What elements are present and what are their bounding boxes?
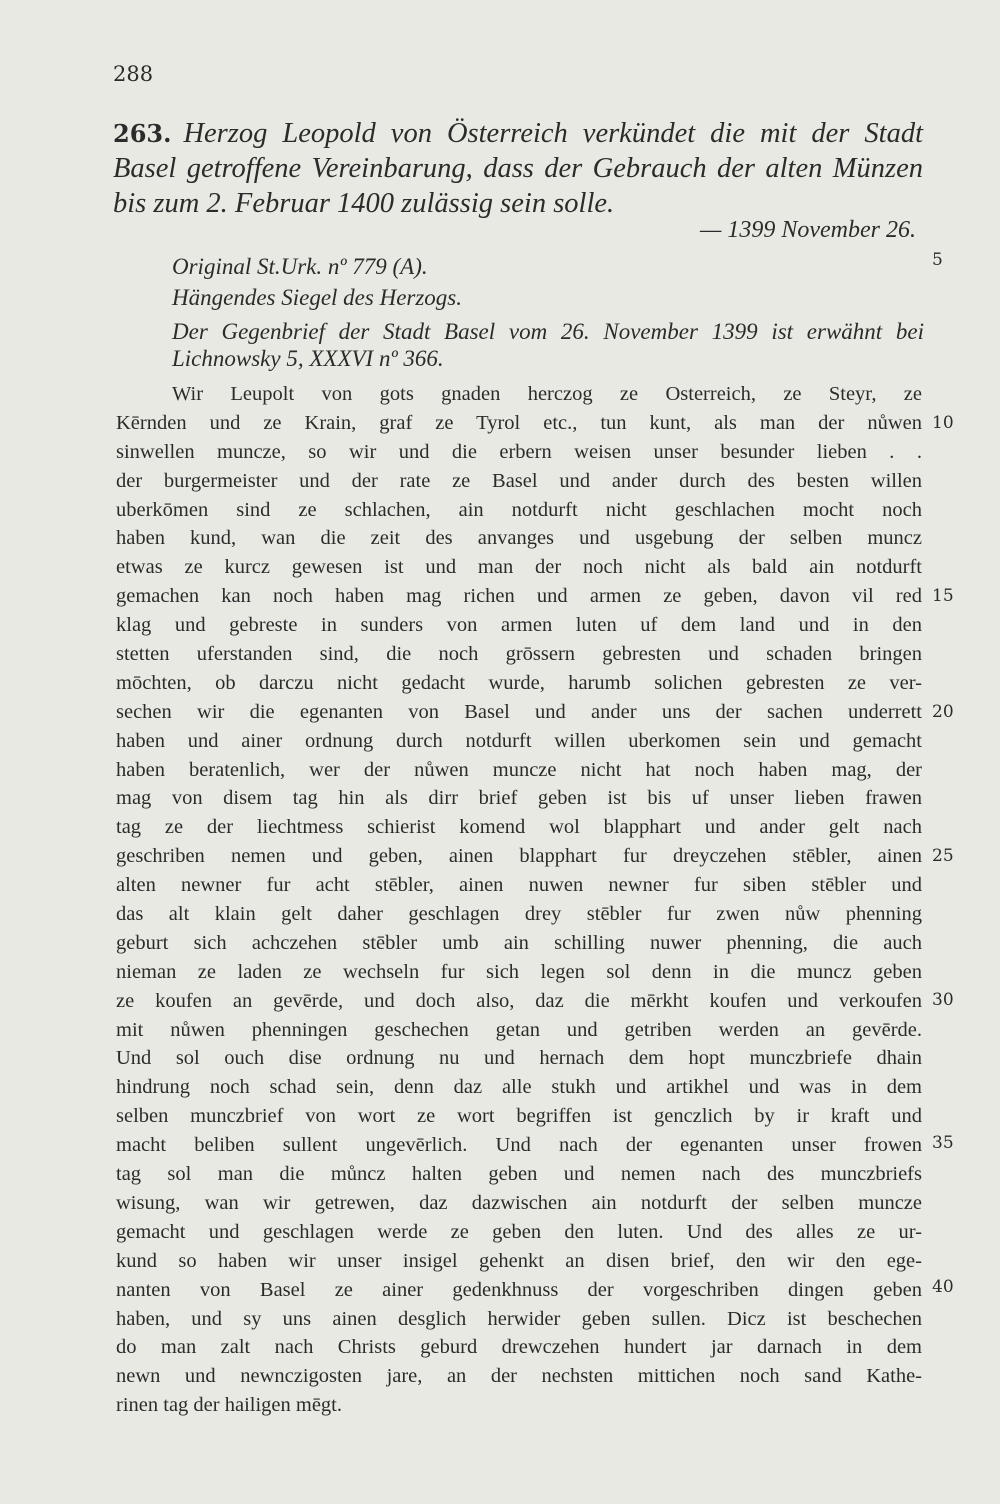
text-line: newn und newnczigosten jare, an der nechsten mittichen noch sand Kathe- xyxy=(116,1365,922,1388)
text-line: wisung, wan wir getrewen, daz dazwischen ain notdurft der selben muncze xyxy=(116,1191,922,1214)
text-line: gemachen kan noch haben mag richen und armen ze geben, davon vil red xyxy=(116,585,922,608)
text-line: das alt klain gelt daher geschlagen drey stēbler fur zwen nůw phenning xyxy=(116,903,922,926)
body-text xyxy=(116,380,922,1420)
document-date: — 1399 November 26. xyxy=(700,217,916,243)
text-line: uberkōmen sind ze schlachen, ain notdurft nicht geschlachen mocht noch xyxy=(116,498,922,521)
text-line: Wir Leupolt von gots gnaden herczog ze Osterreich, ze Steyr, ze xyxy=(172,383,922,405)
text-line: rinen tag der hailigen mēgt. xyxy=(116,1394,342,1417)
text-line: Und sol ouch dise ordnung nu und hernach dem hopt munczbriefe dhain xyxy=(116,1047,922,1070)
text-line: der burgermeister und der rate ze Basel und ander durch des besten willen xyxy=(116,469,922,492)
counterletter-note: Der Gegenbrief der Stadt Basel vom 26. November 1399 ist erwähnt bei Lichnowsky 5, XXXVI nº 366. xyxy=(172,319,924,371)
document-number: 263. xyxy=(113,119,172,148)
original-reference: Original St.Urk. nº 779 (A). xyxy=(172,254,428,279)
text-line: haben kund, wan die zeit des anvanges und usgebung der selben muncz xyxy=(116,527,922,550)
margin-line-number: 25 xyxy=(932,846,954,866)
text-line: nanten von Basel ze ainer gedenkhnuss der vorgeschriben dingen geben xyxy=(116,1278,922,1301)
margin-line-number: 35 xyxy=(932,1133,954,1153)
text-line: mit nůwen phenningen geschechen getan und getriben werden an gevērde. xyxy=(116,1018,922,1041)
text-line: Kērnden und ze Krain, graf ze Tyrol etc., tun kunt, als man der nůwen xyxy=(116,411,922,434)
text-line: selben munczbrief von wort ze wort begriffen ist genczlich by ir kraft und xyxy=(116,1105,922,1128)
text-line: mōchten, ob darczu nicht gedacht wurde, harumb solichen gebresten ze ver- xyxy=(116,671,922,694)
text-line: geschriben nemen und geben, ainen blapphart fur dreyczehen stēbler, ainen xyxy=(116,845,922,868)
margin-line-number: 15 xyxy=(932,586,954,606)
text-line: ze koufen an gevērde, und doch also, daz die mērkht koufen und verkoufen xyxy=(116,989,922,1012)
text-line: klag und gebreste in sunders von armen luten uf dem land und in den xyxy=(116,614,922,637)
text-line: geburt sich achczehen stēbler umb ain schilling nuwer phenning, die auch xyxy=(116,931,922,954)
seal-note: Hängendes Siegel des Herzogs. xyxy=(172,285,463,310)
text-line: alten newner fur acht stēbler, ainen nuwen newner fur siben stēbler und xyxy=(116,874,922,897)
margin-line-number: 30 xyxy=(932,990,954,1010)
text-line: kund so haben wir unser insigel gehenkt an disen brief, den wir den ege- xyxy=(116,1249,922,1272)
text-line: macht beliben sullent ungevērlich. Und nach der egenanten unser frowen xyxy=(116,1134,922,1157)
text-line: hindrung noch schad sein, denn daz alle stukh und artikhel und was in dem xyxy=(116,1076,922,1099)
document-title xyxy=(113,116,923,221)
margin-line-number: 10 xyxy=(932,413,954,433)
text-line: tag sol man die můncz halten geben und nemen nach des munczbriefs xyxy=(116,1163,922,1186)
margin-line-number: 5 xyxy=(932,250,943,270)
page-number: 288 xyxy=(113,62,154,86)
text-line: haben und ainer ordnung durch notdurft willen uberkomen sein und gemacht xyxy=(116,729,922,752)
text-line: gemacht und geschlagen werde ze geben den luten. Und des alles ze ur- xyxy=(116,1220,922,1243)
title-text: Herzog Leopold von Österreich verkündet die mit der Stadt Basel getroffene Vereinbarung, dass der Gebrauch der alten Münzen bis zum 2. Februar 1400 zulässig sein solle. xyxy=(113,118,923,219)
text-line: tag ze der liechtmess schierist komend wol blapphart und ander gelt nach xyxy=(116,816,922,839)
margin-line-number: 20 xyxy=(932,702,954,722)
text-line: sinwellen muncze, so wir und die erbern weisen unser besunder lieben . . xyxy=(116,440,922,463)
text-line: nieman ze laden ze wechseln fur sich legen sol denn in die muncz geben xyxy=(116,960,922,983)
text-line: haben beratenlich, wer der nůwen muncze nicht hat noch haben mag, der xyxy=(116,758,922,781)
text-line: haben, und sy uns ainen desglich herwider geben sullen. Dicz ist beschechen xyxy=(116,1307,922,1330)
text-line: stetten uferstanden sind, die noch grōssern gebresten und schaden bringen xyxy=(116,643,922,666)
text-line: sechen wir die egenanten von Basel und ander uns der sachen underrett xyxy=(116,700,922,723)
text-line: do man zalt nach Christs geburd drewczehen hundert jar darnach in dem xyxy=(116,1336,922,1359)
text-line: etwas ze kurcz gewesen ist und man der noch nicht als bald ain notdurft xyxy=(116,556,922,579)
margin-line-number: 40 xyxy=(932,1277,954,1297)
text-line: mag von disem tag hin als dirr brief geben ist bis uf unser lieben frawen xyxy=(116,787,922,810)
